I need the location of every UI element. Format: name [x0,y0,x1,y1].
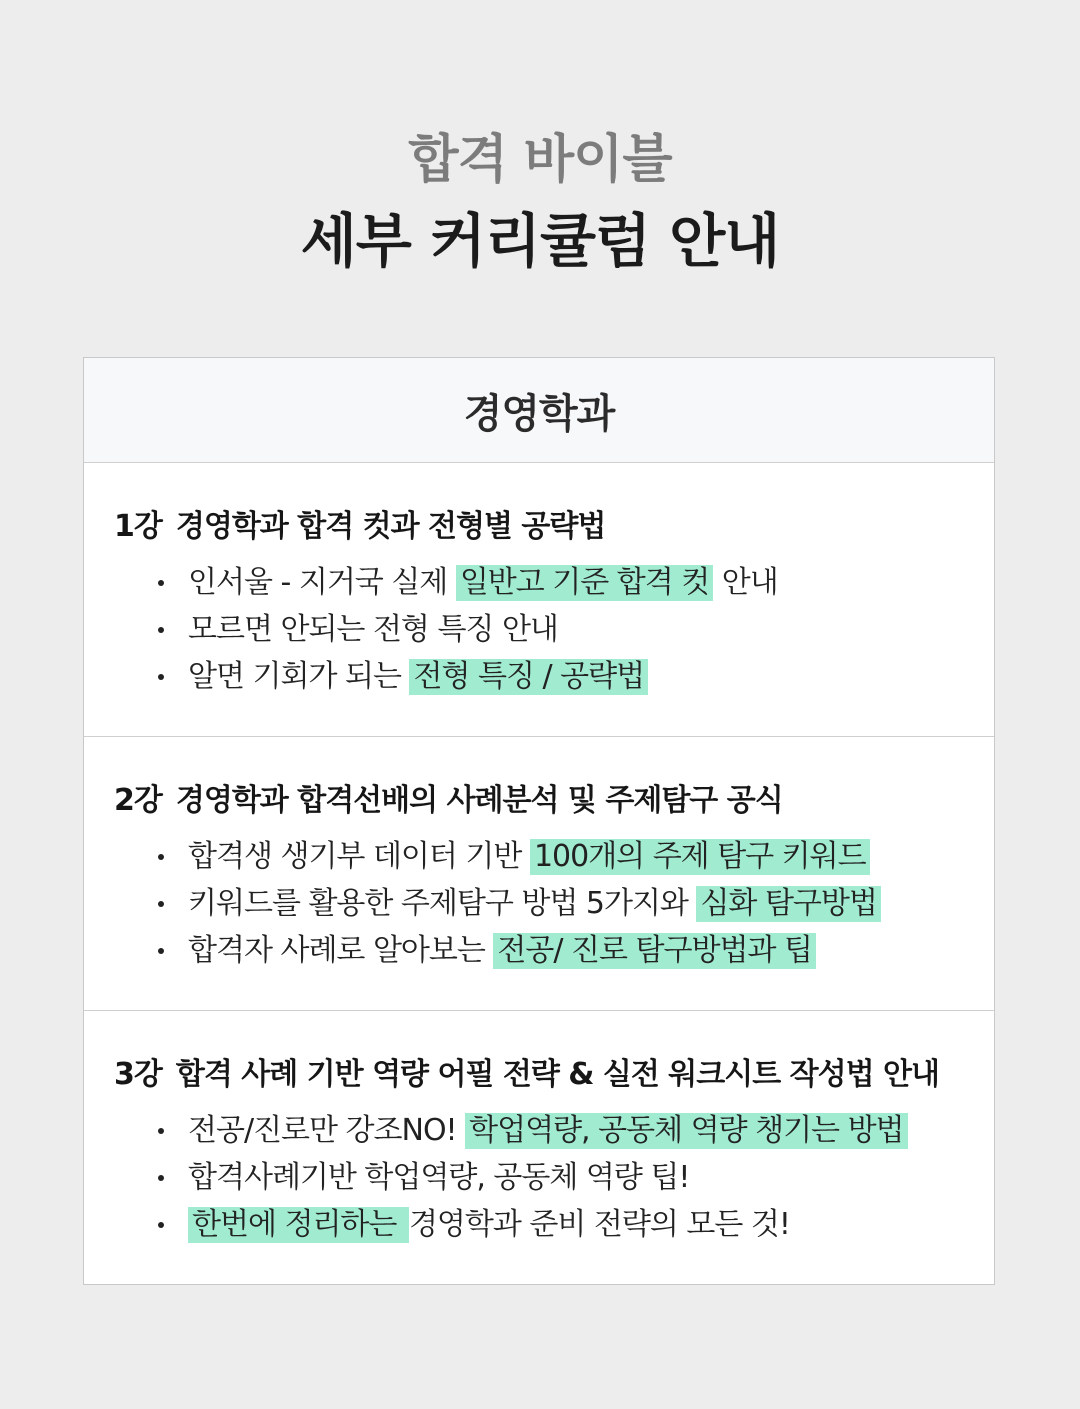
list-item [158,1201,994,1248]
lesson-title-text: 경영학과 합격 컷과 전형별 공략법 [175,509,606,544]
item-text: 키워드를 활용한 주제탐구 방법 5가지와 [188,886,697,921]
item-highlight: 일반고 기준 합격 컷 [456,565,713,601]
list-item [158,927,994,974]
list-item [158,833,994,880]
item-text: 알면 기회가 되는 [188,659,410,694]
list-item [158,880,994,927]
department-name: 경영학과 [463,390,615,437]
lesson-3 [84,1011,994,1284]
item-text: 합격자 사례로 알아보는 [188,933,494,968]
lesson-items [114,1107,994,1248]
item-text: 인서울 - 지거국 실제 [188,565,456,600]
lesson-number: 2강 [114,783,162,818]
lesson-2 [84,737,994,1011]
list-item [158,559,994,606]
lesson-title [114,779,994,823]
header [0,128,1080,276]
department-header [84,358,994,463]
item-highlight: 학업역량, 공동체 역량 챙기는 방법 [465,1113,907,1149]
list-item [158,653,994,700]
lesson-title [114,1053,994,1097]
item-text-after: 안내 [713,565,778,600]
item-highlight: 전형 특징 / 공략법 [409,659,648,695]
page-subtitle: 합격 바이블 [408,130,672,190]
item-highlight: 100개의 주제 탐구 키워드 [530,839,870,875]
lesson-items [114,559,994,700]
page-title: 세부 커리큘럼 안내 [300,207,780,275]
item-highlight: 전공/ 진로 탐구방법과 팁 [493,933,816,969]
list-item [158,1107,994,1154]
list-item [158,606,994,653]
list-item [158,1154,994,1201]
lesson-title-text: 합격 사례 기반 역량 어필 전략 & 실전 워크시트 작성법 안내 [175,1057,940,1092]
curriculum-card [83,357,995,1285]
item-text: 합격생 생기부 데이터 기반 [188,839,530,874]
item-text: 전공/진로만 강조NO! [188,1113,466,1148]
lesson-items [114,833,994,974]
item-text: 합격사례기반 학업역량, 공동체 역량 팁! [188,1160,690,1195]
lesson-number: 3강 [114,1057,162,1092]
lesson-title-text: 경영학과 합격선배의 사례분석 및 주제탐구 공식 [175,783,783,818]
lesson-number: 1강 [114,509,162,544]
lesson-title [114,505,994,549]
item-text-after: 경영학과 준비 전략의 모든 것! [408,1207,790,1242]
item-text: 모르면 안되는 전형 특징 안내 [188,612,558,647]
lesson-1 [84,463,994,737]
item-highlight: 심화 탐구방법 [696,886,880,922]
item-highlight: 한번에 정리하는 [188,1207,409,1243]
